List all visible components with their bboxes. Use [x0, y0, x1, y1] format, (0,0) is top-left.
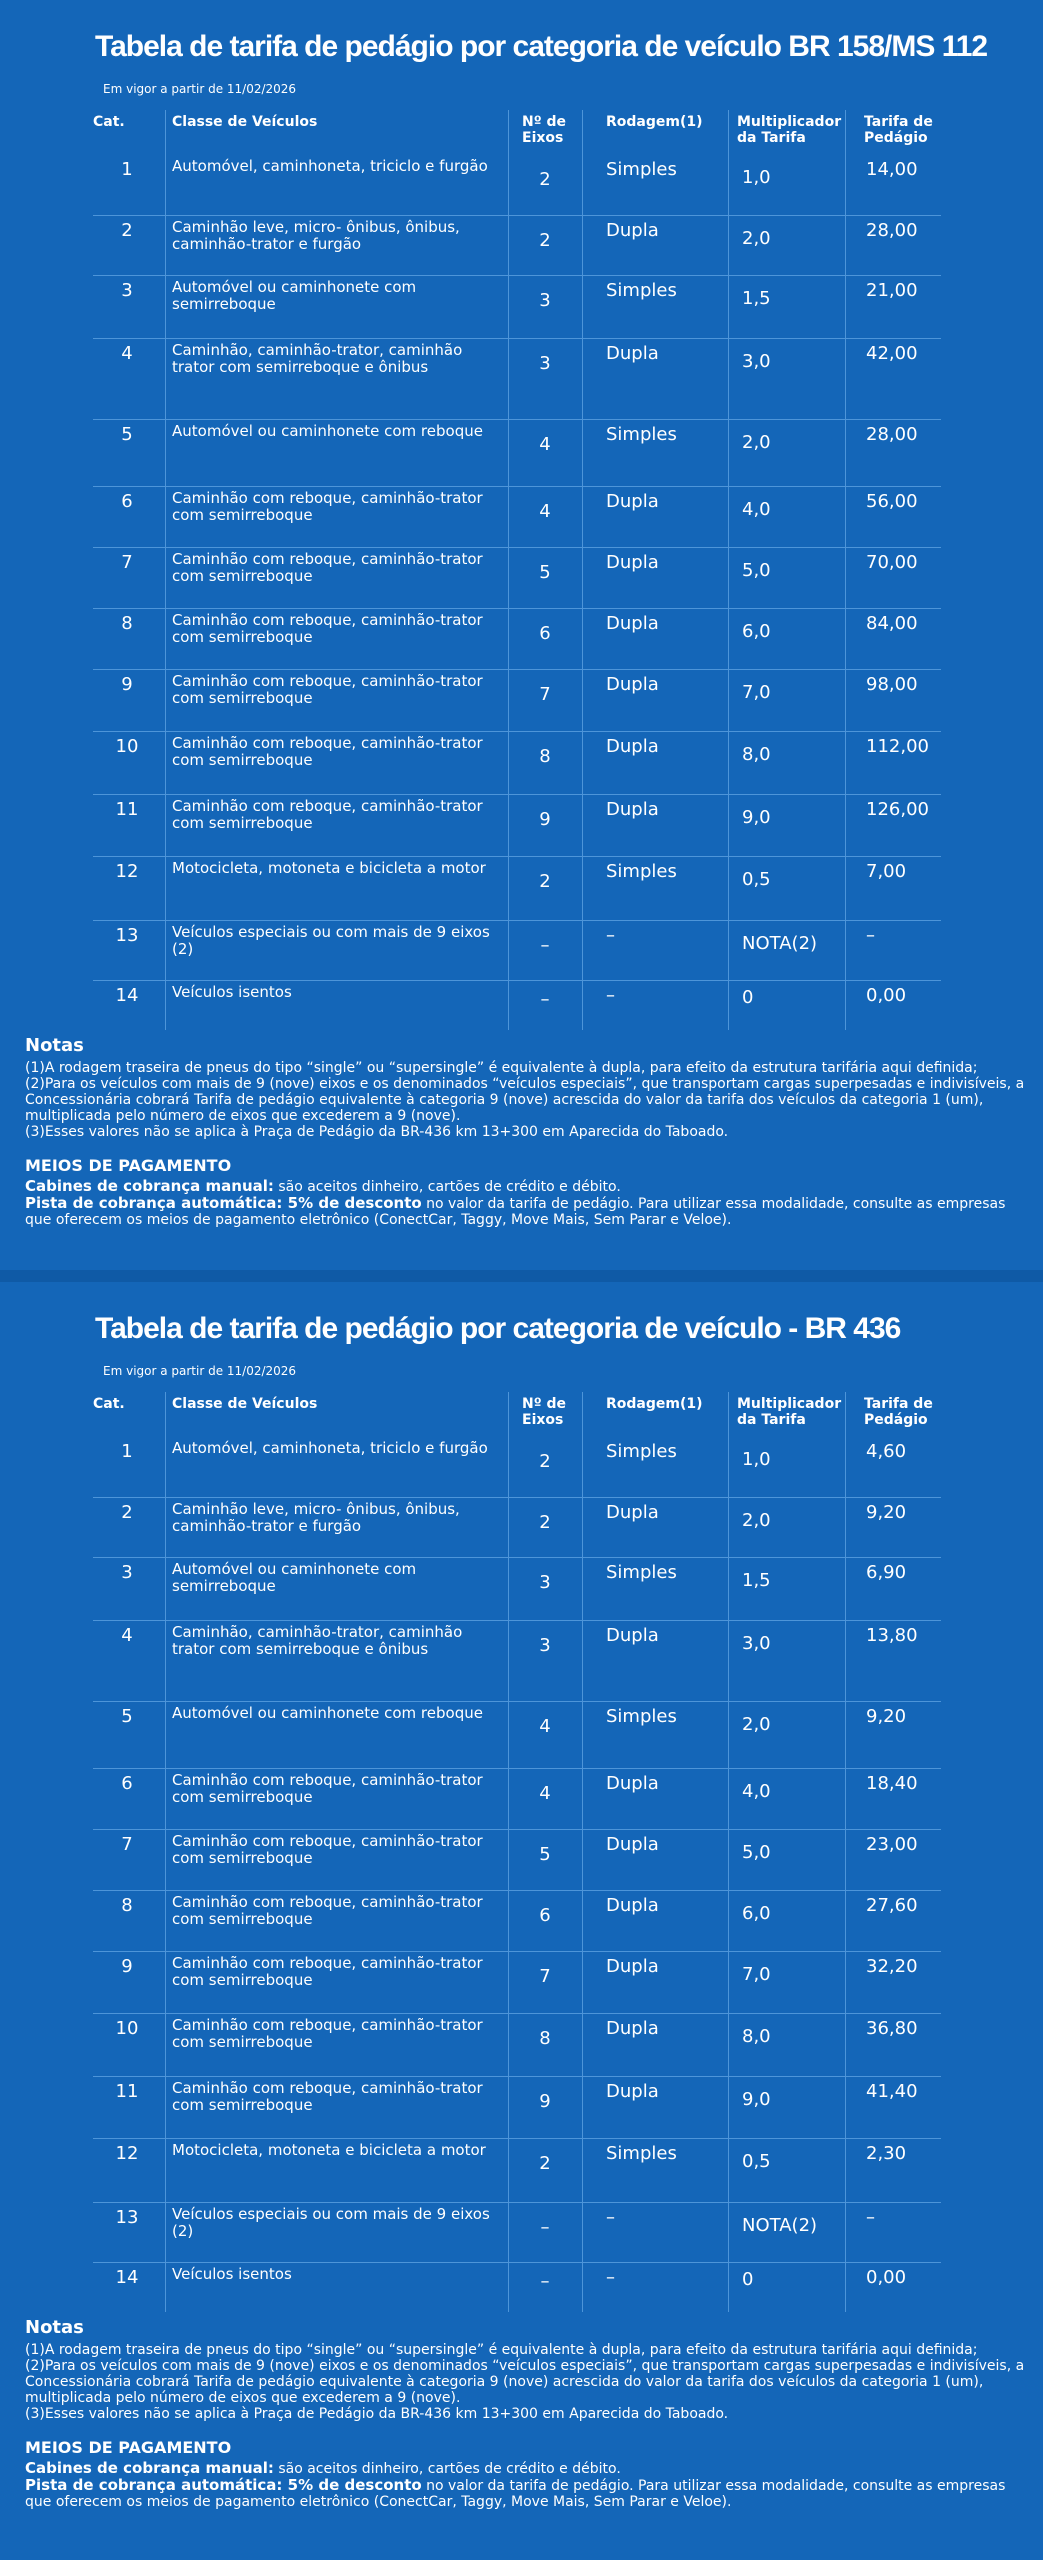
cell-wheeling: Dupla [606, 1834, 659, 1855]
cell-wheeling: Simples [606, 861, 677, 882]
cell-axles: 4 [539, 1783, 551, 1804]
cell-wheeling: Dupla [606, 1502, 659, 1523]
table-row [0, 1830, 1043, 1890]
effective-date: Em vigor a partir de 11/02/2026 [103, 1364, 297, 1378]
payment-manual [25, 1178, 1025, 1195]
cell-category: 10 [115, 736, 139, 757]
payment-automatic-text: no valor da tarifa de pedágio. Para utilizar essa modalidade, consulte as empresas que oferecem os meios de pagamento eletrônico (ConectCar, Taggy, Move Mais, Sem Parar e Veloe). [25, 2478, 1006, 2510]
cell-toll-fee: 23,00 [866, 1834, 918, 1855]
cell-axles: 2 [539, 2153, 551, 2174]
section-divider [0, 1270, 1043, 1282]
cell-category: 7 [121, 1834, 133, 1855]
cell-vehicle-class: Caminhão com reboque, caminhão-trator com semirreboque [172, 550, 483, 585]
column-header-classe: Classe de Veículos [172, 114, 318, 130]
cell-axles: 5 [539, 1844, 551, 1865]
table-row [0, 1498, 1043, 1557]
payment-title: MEIOS DE PAGAMENTO [25, 2438, 232, 2457]
cell-multiplier: NOTA(2) [742, 2215, 818, 2236]
cell-vehicle-class: Caminhão leve, micro- ônibus, ônibus, caminhão-trator e furgão [172, 1500, 460, 1535]
table-row [0, 670, 1043, 731]
notes-title: Notas [25, 1035, 84, 1056]
cell-wheeling: Simples [606, 2143, 677, 2164]
note-item: (1)A rodagem traseira de pneus do tipo “single” ou “supersingle” é equivalente à dupla, para efeito da estrutura tarifária aqui definida; [25, 1060, 978, 1076]
payment-automatic [25, 1195, 1025, 1228]
cell-multiplier: 7,0 [742, 1964, 771, 1985]
cell-category: 1 [121, 1441, 133, 1462]
cell-wheeling: Dupla [606, 552, 659, 573]
payment-automatic-label: Pista de cobrança automática: 5% de desconto [25, 2476, 422, 2494]
table-row [0, 2077, 1043, 2138]
cell-wheeling: – [606, 2267, 615, 2288]
cell-multiplier: 8,0 [742, 744, 771, 765]
cell-category: 6 [121, 491, 133, 512]
cell-axles: 6 [539, 623, 551, 644]
cell-category: 7 [121, 552, 133, 573]
cell-axles: 3 [539, 1572, 551, 1593]
cell-vehicle-class: Automóvel, caminhoneta, triciclo e furgão [172, 1439, 488, 1457]
table-section-br436 [0, 1282, 1043, 2560]
cell-category: 8 [121, 1895, 133, 1916]
cell-category: 4 [121, 1625, 133, 1646]
cell-axles: 4 [539, 501, 551, 522]
cell-axles: 2 [539, 871, 551, 892]
cell-multiplier: 0,5 [742, 2151, 771, 2172]
page-title: Tabela de tarifa de pedágio por categoria de veículo - BR 436 [95, 1312, 901, 1345]
cell-multiplier: 5,0 [742, 560, 771, 581]
cell-category: 2 [121, 1502, 133, 1523]
cell-toll-fee: 84,00 [866, 613, 918, 634]
table-row [0, 1558, 1043, 1620]
cell-toll-fee: 36,80 [866, 2018, 918, 2039]
cell-vehicle-class: Veículos especiais ou com mais de 9 eixos (2) [172, 2205, 490, 2240]
cell-toll-fee: 0,00 [866, 985, 907, 1006]
cell-toll-fee: 13,80 [866, 1625, 918, 1646]
table-row [0, 1769, 1043, 1829]
cell-multiplier: 2,0 [742, 228, 771, 249]
cell-vehicle-class: Veículos isentos [172, 2265, 292, 2283]
cell-toll-fee: 41,40 [866, 2081, 918, 2102]
cell-toll-fee: 4,60 [866, 1441, 907, 1462]
cell-category: 11 [115, 799, 139, 820]
cell-multiplier: 0 [742, 2269, 754, 2290]
cell-wheeling: Dupla [606, 613, 659, 634]
table-row [0, 487, 1043, 547]
cell-axles: 9 [539, 2091, 551, 2112]
cell-toll-fee: 21,00 [866, 280, 918, 301]
cell-category: 3 [121, 280, 133, 301]
column-header-eixos: Nº de Eixos [522, 1396, 567, 1428]
table-row [0, 1891, 1043, 1951]
cell-vehicle-class: Caminhão com reboque, caminhão-trator com semirreboque [172, 489, 483, 524]
cell-vehicle-class: Caminhão com reboque, caminhão-trator com semirreboque [172, 2079, 483, 2114]
cell-vehicle-class: Automóvel ou caminhonete com reboque [172, 422, 483, 440]
table-row [0, 795, 1043, 856]
table-row [0, 857, 1043, 920]
cell-axles: – [540, 2271, 550, 2292]
cell-wheeling: Dupla [606, 674, 659, 695]
table-row [0, 2014, 1043, 2076]
table-row [0, 548, 1043, 608]
cell-toll-fee: 56,00 [866, 491, 918, 512]
cell-vehicle-class: Caminhão, caminhão-trator, caminhão trator com semirreboque e ônibus [172, 341, 463, 376]
cell-wheeling: Dupla [606, 220, 659, 241]
cell-category: 9 [121, 1956, 133, 1977]
cell-multiplier: 3,0 [742, 1633, 771, 1654]
column-header-rodagem: Rodagem(1) [606, 114, 703, 130]
cell-category: 13 [115, 2207, 139, 2228]
table-row [0, 155, 1043, 215]
table-row [0, 732, 1043, 794]
payment-manual [25, 2460, 1025, 2477]
cell-wheeling: Dupla [606, 1773, 659, 1794]
column-header-tarifa: Tarifa de Pedágio [864, 114, 933, 146]
table-row [0, 420, 1043, 486]
cell-wheeling: Dupla [606, 2018, 659, 2039]
cell-multiplier: 4,0 [742, 1781, 771, 1802]
cell-wheeling: – [606, 2207, 615, 2228]
payment-automatic-label: Pista de cobrança automática: 5% de desconto [25, 1194, 422, 1212]
cell-multiplier: 6,0 [742, 1903, 771, 1924]
cell-wheeling: – [606, 985, 615, 1006]
cell-multiplier: 7,0 [742, 682, 771, 703]
cell-vehicle-class: Caminhão com reboque, caminhão-trator com semirreboque [172, 1954, 483, 1989]
cell-axles: 2 [539, 1451, 551, 1472]
table-row [0, 216, 1043, 275]
table-row [0, 1621, 1043, 1701]
cell-wheeling: Simples [606, 424, 677, 445]
cell-multiplier: 2,0 [742, 432, 771, 453]
cell-axles: – [540, 2217, 550, 2238]
cell-multiplier: NOTA(2) [742, 933, 818, 954]
cell-vehicle-class: Caminhão leve, micro- ônibus, ônibus, caminhão-trator e furgão [172, 218, 460, 253]
cell-axles: – [540, 989, 550, 1010]
cell-multiplier: 2,0 [742, 1510, 771, 1531]
cell-category: 14 [115, 985, 139, 1006]
table-row [0, 1437, 1043, 1497]
notes-block [25, 2317, 1025, 2510]
cell-vehicle-class: Caminhão com reboque, caminhão-trator com semirreboque [172, 1832, 483, 1867]
cell-axles: 4 [539, 1716, 551, 1737]
cell-toll-fee: 9,20 [866, 1502, 907, 1523]
payment-manual-label: Cabines de cobrança manual: [25, 1177, 274, 1195]
cell-multiplier: 1,5 [742, 288, 771, 309]
column-header-eixos: Nº de Eixos [522, 114, 567, 146]
note-item: (2)Para os veículos com mais de 9 (nove) eixos e os denominados “veículos especiais”, que transportam cargas superpesadas e indivisíveis, a Concessionária cobrará Tarifa de pedágio equivalente à categoria 9 (nove) acrescida do valor da tarifa dos veículos da categoria 1 (um), multiplicada pelo número de eixos que excederem a 9 (nove). [25, 2358, 1025, 2406]
table-row [0, 609, 1043, 669]
cell-multiplier: 9,0 [742, 2089, 771, 2110]
cell-vehicle-class: Automóvel, caminhoneta, triciclo e furgão [172, 157, 488, 175]
cell-axles: 8 [539, 746, 551, 767]
cell-wheeling: – [606, 925, 615, 946]
cell-multiplier: 2,0 [742, 1714, 771, 1735]
cell-toll-fee: 14,00 [866, 159, 918, 180]
cell-multiplier: 5,0 [742, 1842, 771, 1863]
cell-wheeling: Dupla [606, 736, 659, 757]
table-row [0, 1952, 1043, 2013]
cell-multiplier: 8,0 [742, 2026, 771, 2047]
cell-vehicle-class: Automóvel ou caminhonete com semirreboque [172, 278, 417, 313]
cell-vehicle-class: Motocicleta, motoneta e bicicleta a motor [172, 859, 486, 877]
cell-multiplier: 9,0 [742, 807, 771, 828]
cell-toll-fee: – [866, 2207, 875, 2228]
cell-axles: 2 [539, 1512, 551, 1533]
table-row [0, 921, 1043, 980]
cell-axles: 3 [539, 1635, 551, 1656]
payment-automatic [25, 2477, 1025, 2510]
cell-category: 13 [115, 925, 139, 946]
cell-wheeling: Dupla [606, 1895, 659, 1916]
cell-wheeling: Simples [606, 1706, 677, 1727]
cell-axles: 2 [539, 169, 551, 190]
cell-wheeling: Dupla [606, 1625, 659, 1646]
cell-vehicle-class: Motocicleta, motoneta e bicicleta a motor [172, 2141, 486, 2159]
column-header-rodagem: Rodagem(1) [606, 1396, 703, 1412]
cell-category: 6 [121, 1773, 133, 1794]
cell-axles: 2 [539, 230, 551, 251]
table-row [0, 2203, 1043, 2262]
cell-toll-fee: 28,00 [866, 424, 918, 445]
payment-manual-text: são aceitos dinheiro, cartões de crédito e débito. [273, 2461, 621, 2477]
cell-wheeling: Simples [606, 1441, 677, 1462]
cell-axles: 6 [539, 1905, 551, 1926]
notes-title: Notas [25, 2317, 84, 2338]
cell-toll-fee: 9,20 [866, 1706, 907, 1727]
cell-category: 12 [115, 861, 139, 882]
cell-vehicle-class: Caminhão com reboque, caminhão-trator com semirreboque [172, 672, 483, 707]
cell-toll-fee: 70,00 [866, 552, 918, 573]
cell-axles: 7 [539, 684, 551, 705]
table-section-br158 [0, 0, 1043, 1270]
cell-category: 4 [121, 343, 133, 364]
cell-category: 3 [121, 1562, 133, 1583]
cell-toll-fee: 7,00 [866, 861, 907, 882]
cell-vehicle-class: Veículos especiais ou com mais de 9 eixos (2) [172, 923, 490, 958]
payment-automatic-text: no valor da tarifa de pedágio. Para utilizar essa modalidade, consulte as empresas que oferecem os meios de pagamento eletrônico (ConectCar, Taggy, Move Mais, Sem Parar e Veloe). [25, 1196, 1006, 1228]
note-item: (1)A rodagem traseira de pneus do tipo “single” ou “supersingle” é equivalente à dupla, para efeito da estrutura tarifária aqui definida; [25, 2342, 978, 2358]
cell-vehicle-class: Automóvel ou caminhonete com reboque [172, 1704, 483, 1722]
cell-toll-fee: 6,90 [866, 1562, 907, 1583]
cell-category: 2 [121, 220, 133, 241]
cell-axles: 3 [539, 353, 551, 374]
cell-axles: 7 [539, 1966, 551, 1987]
note-item: (2)Para os veículos com mais de 9 (nove) eixos e os denominados “veículos especiais”, que transportam cargas superpesadas e indivisíveis, a Concessionária cobrará Tarifa de pedágio equivalente à categoria 9 (nove) acrescida do valor da tarifa dos veículos da categoria 1 (um), multiplicada pelo número de eixos que excederem a 9 (nove). [25, 1076, 1025, 1124]
note-item: (3)Esses valores não se aplica à Praça de Pedágio da BR-436 km 13+300 em Aparecida do Taboado. [25, 1124, 729, 1140]
column-header-classe: Classe de Veículos [172, 1396, 318, 1412]
cell-multiplier: 1,5 [742, 1570, 771, 1591]
payment-title: MEIOS DE PAGAMENTO [25, 1156, 232, 1175]
effective-date: Em vigor a partir de 11/02/2026 [103, 82, 297, 96]
cell-category: 12 [115, 2143, 139, 2164]
cell-category: 9 [121, 674, 133, 695]
cell-vehicle-class: Caminhão com reboque, caminhão-trator com semirreboque [172, 611, 483, 646]
table-row [0, 276, 1043, 338]
cell-multiplier: 4,0 [742, 499, 771, 520]
cell-category: 10 [115, 2018, 139, 2039]
cell-toll-fee: 0,00 [866, 2267, 907, 2288]
cell-category: 5 [121, 1706, 133, 1727]
column-header-multiplicador: Multiplicador da Tarifa [737, 1396, 842, 1428]
cell-axles: 4 [539, 434, 551, 455]
cell-vehicle-class: Caminhão com reboque, caminhão-trator com semirreboque [172, 2016, 483, 2051]
table-row [0, 339, 1043, 419]
cell-multiplier: 0,5 [742, 869, 771, 890]
cell-vehicle-class: Automóvel ou caminhonete com semirreboque [172, 1560, 417, 1595]
notes-block [25, 1035, 1025, 1228]
column-header-multiplicador: Multiplicador da Tarifa [737, 114, 842, 146]
column-header-cat: Cat. [93, 114, 125, 130]
cell-axles: 3 [539, 290, 551, 311]
cell-toll-fee: 98,00 [866, 674, 918, 695]
cell-toll-fee: 42,00 [866, 343, 918, 364]
payment-methods [25, 2440, 1025, 2510]
cell-category: 1 [121, 159, 133, 180]
cell-wheeling: Dupla [606, 799, 659, 820]
table-row [0, 1702, 1043, 1768]
cell-wheeling: Dupla [606, 491, 659, 512]
cell-vehicle-class: Caminhão com reboque, caminhão-trator com semirreboque [172, 797, 483, 832]
cell-vehicle-class: Caminhão com reboque, caminhão-trator com semirreboque [172, 734, 483, 769]
cell-vehicle-class: Caminhão com reboque, caminhão-trator com semirreboque [172, 1771, 483, 1806]
cell-category: 5 [121, 424, 133, 445]
cell-category: 14 [115, 2267, 139, 2288]
cell-axles: 8 [539, 2028, 551, 2049]
table-row [0, 2263, 1043, 2312]
cell-toll-fee: 112,00 [866, 736, 929, 757]
column-header-tarifa: Tarifa de Pedágio [864, 1396, 933, 1428]
cell-axles: 5 [539, 562, 551, 583]
cell-toll-fee: 2,30 [866, 2143, 907, 2164]
cell-wheeling: Dupla [606, 343, 659, 364]
page-title: Tabela de tarifa de pedágio por categoria de veículo BR 158/MS 112 [95, 30, 988, 63]
cell-toll-fee: 28,00 [866, 220, 918, 241]
cell-wheeling: Simples [606, 1562, 677, 1583]
cell-category: 8 [121, 613, 133, 634]
cell-toll-fee: 18,40 [866, 1773, 918, 1794]
cell-multiplier: 6,0 [742, 621, 771, 642]
cell-multiplier: 3,0 [742, 351, 771, 372]
cell-axles: – [540, 935, 550, 956]
cell-wheeling: Dupla [606, 1956, 659, 1977]
cell-wheeling: Dupla [606, 2081, 659, 2102]
cell-multiplier: 0 [742, 987, 754, 1008]
cell-vehicle-class: Caminhão com reboque, caminhão-trator com semirreboque [172, 1893, 483, 1928]
cell-axles: 9 [539, 809, 551, 830]
cell-toll-fee: 126,00 [866, 799, 929, 820]
cell-multiplier: 1,0 [742, 1449, 771, 1470]
cell-wheeling: Simples [606, 280, 677, 301]
payment-methods [25, 1158, 1025, 1228]
table-row [0, 2139, 1043, 2202]
cell-toll-fee: – [866, 925, 875, 946]
payment-manual-label: Cabines de cobrança manual: [25, 2459, 274, 2477]
cell-vehicle-class: Caminhão, caminhão-trator, caminhão trator com semirreboque e ônibus [172, 1623, 463, 1658]
cell-category: 11 [115, 2081, 139, 2102]
column-header-cat: Cat. [93, 1396, 125, 1412]
cell-wheeling: Simples [606, 159, 677, 180]
payment-manual-text: são aceitos dinheiro, cartões de crédito e débito. [273, 1179, 621, 1195]
cell-multiplier: 1,0 [742, 167, 771, 188]
note-item: (3)Esses valores não se aplica à Praça de Pedágio da BR-436 km 13+300 em Aparecida do Taboado. [25, 2406, 729, 2422]
table-row [0, 981, 1043, 1030]
cell-toll-fee: 32,20 [866, 1956, 918, 1977]
cell-toll-fee: 27,60 [866, 1895, 918, 1916]
cell-vehicle-class: Veículos isentos [172, 983, 292, 1001]
